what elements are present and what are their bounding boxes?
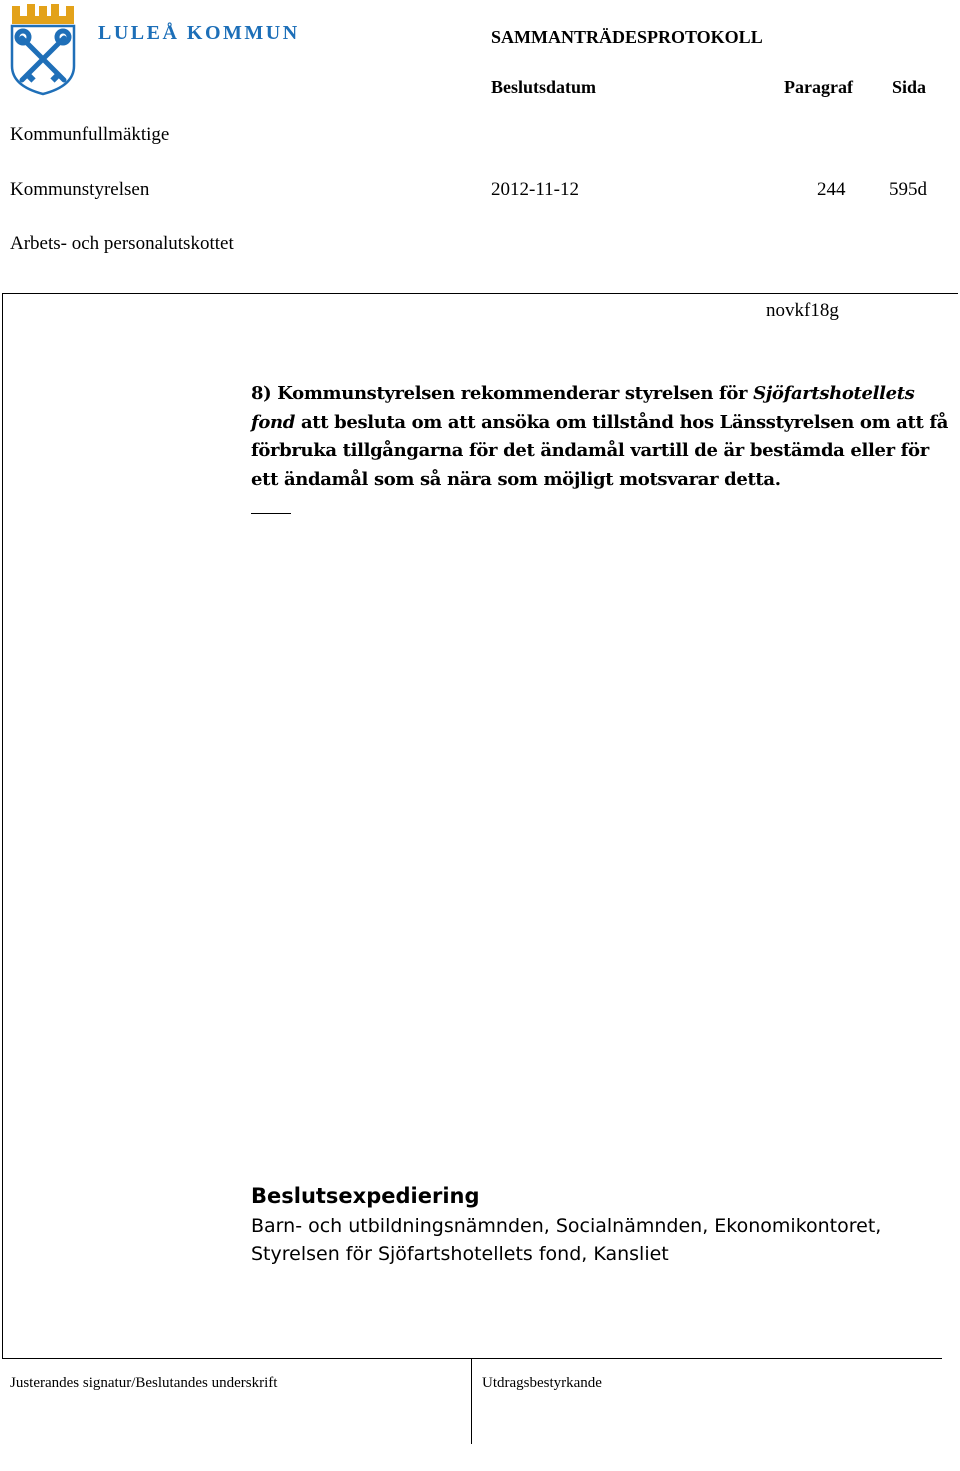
page-number: 595d [889, 179, 927, 200]
document-code: novkf18g [766, 300, 839, 321]
expedition-recipients-line1: Barn- och utbildningsnämnden, Socialnämnden, Ekonomikontoret, [251, 1215, 882, 1237]
fund-name: Sjöfartshotellets fond [251, 383, 915, 433]
paragraph-number: 244 [817, 179, 846, 200]
committee-name: Kommunstyrelsen [10, 179, 150, 200]
subcommittee-name: Arbets- och personalutskottet [10, 233, 234, 254]
header-label-page: Sida [892, 77, 927, 97]
expedition-title: Beslutsexpediering [251, 1184, 480, 1208]
coat-of-arms-logo [8, 4, 78, 96]
document-type: SAMMANTRÄDESPROTOKOLL [491, 27, 763, 47]
brand-name: LULEÅ KOMMUN [98, 22, 300, 44]
header-label-paragraph: Paragraf [784, 77, 853, 97]
short-rule-divider [251, 513, 291, 514]
crown-icon [12, 4, 74, 24]
decision-text [251, 380, 951, 494]
expedition-recipients-line2: Styrelsen för Sjöfartshotellets fond, Kansliet [251, 1243, 669, 1265]
decision-text-part2: att besluta om att ansöka om tillstånd hos Länsstyrelsen om att få förbruka tillgångarna för det ändamål vartill de är bestämda eller för ett ändamål som så nära som möjligt motsvarar detta. [251, 411, 949, 490]
body-name: Kommunfullmäktige [10, 124, 170, 145]
header-label-date: Beslutsdatum [491, 77, 597, 97]
frame-left-border [2, 293, 3, 1359]
frame-top-border [2, 293, 958, 294]
signature-label-right: Utdragsbestyrkande [482, 1375, 602, 1391]
decision-text-part1: 8) Kommunstyrelsen rekommenderar styrelsen för [251, 383, 754, 404]
signature-top-border [2, 1358, 942, 1359]
signature-label-left: Justerandes signatur/Beslutandes underskrift [10, 1375, 278, 1391]
decision-date: 2012-11-12 [491, 179, 579, 200]
signature-divider [471, 1358, 472, 1444]
